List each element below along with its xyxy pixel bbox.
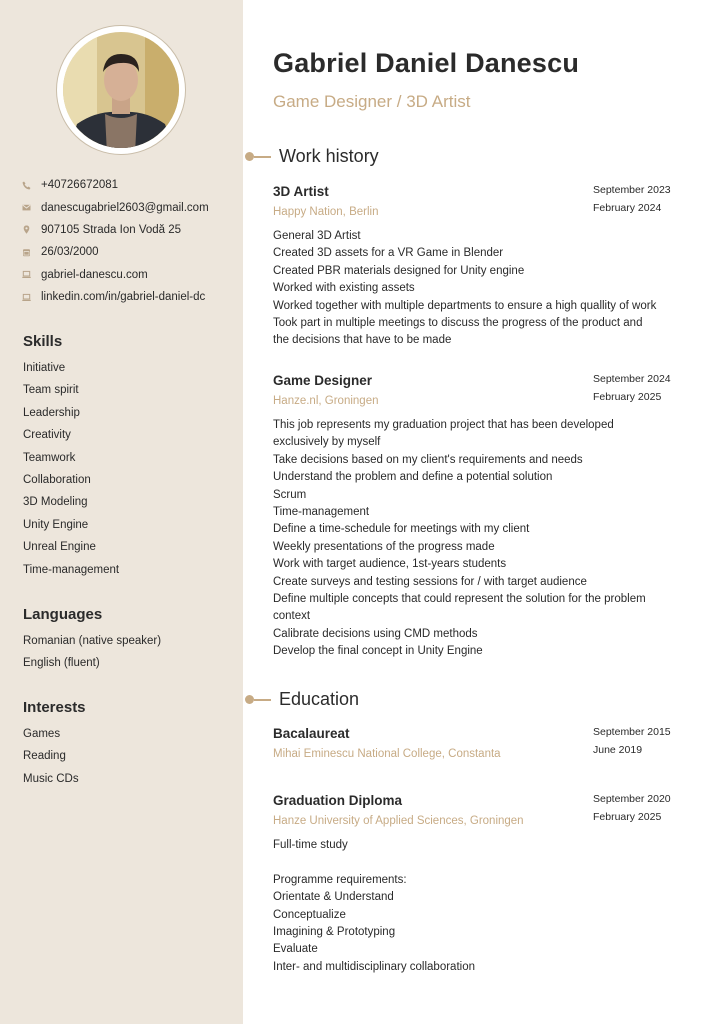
work-history-heading	[245, 146, 379, 167]
description-line: Took part in multiple meetings to discuss the progress of the product and	[273, 316, 643, 329]
description-line: Time-management	[273, 505, 370, 518]
contact-text: 26/03/2000	[41, 246, 99, 259]
entry-description	[273, 837, 683, 976]
entry-organization: Hanze.nl, Groningen	[273, 395, 379, 407]
location-icon	[22, 225, 31, 234]
interest-item: Music CDs	[23, 772, 79, 785]
contact-text: +40726672081	[41, 179, 119, 192]
entry-date-start: September 2015	[593, 726, 671, 738]
entry-date-end: February 2025	[593, 810, 662, 823]
entry-organization: Mihai Eminescu National College, Constanta	[273, 748, 501, 760]
description-line: Worked together with multiple departments to ensure a high quallity of work	[273, 299, 657, 312]
sidebar	[0, 0, 243, 1024]
interest-item: Games	[23, 728, 61, 740]
language-item: Romanian (native speaker)	[23, 635, 162, 647]
skill-item: Collaboration	[23, 473, 91, 486]
description-line: Work with target audience, 1st-years students	[273, 558, 507, 571]
contact-item	[22, 241, 237, 263]
section-line	[254, 156, 271, 158]
description-line: Define a time-schedule for meetings with my client	[273, 523, 530, 536]
skill-item: Time-management	[23, 563, 120, 576]
description-line: Worked with existing assets	[273, 282, 415, 295]
work-entry	[273, 182, 683, 350]
description-line: Develop the final concept in Unity Engine	[273, 645, 483, 658]
entry-date-start: September 2023	[593, 184, 671, 196]
skill-item: 3D Modeling	[23, 496, 88, 509]
skills-title: Skills	[23, 333, 63, 350]
description-line: Inter- and multidisciplinary collaboration	[273, 960, 475, 973]
description-line: General 3D Artist	[273, 230, 361, 242]
description-line: Calibrate decisions using CMD methods	[273, 627, 478, 640]
entry-organization: Happy Nation, Berlin	[273, 206, 379, 218]
skill-item: Unreal Engine	[23, 541, 96, 554]
description-line: Programme requirements:	[273, 873, 407, 886]
contact-list	[22, 174, 237, 308]
section-line	[254, 699, 271, 701]
description-line: Orientate & Understand	[273, 891, 394, 904]
entry-dates	[593, 724, 683, 759]
entry-title: Game Designer	[273, 373, 373, 388]
description-line: context	[273, 610, 311, 623]
contact-item	[22, 174, 237, 196]
section-bullet-icon	[245, 152, 254, 161]
entry-description	[273, 228, 683, 350]
calendar-icon	[22, 248, 31, 257]
linkedin-icon	[22, 293, 31, 302]
contact-text[interactable]: danescugabriel2603@gmail.com	[41, 201, 209, 214]
description-line: Understand the problem and define a potential solution	[273, 471, 553, 484]
description-line: Imagining & Prototyping	[273, 925, 396, 938]
contact-text[interactable]: linkedin.com/in/gabriel-daniel-dc	[41, 291, 206, 304]
website-icon	[22, 270, 31, 279]
languages-title: Languages	[23, 606, 103, 623]
skills-section	[23, 331, 233, 581]
contact-item	[22, 219, 237, 241]
description-line: This job represents my graduation project that has been developed	[273, 419, 614, 431]
entry-date-end: February 2025	[593, 390, 662, 403]
skill-item: Teamwork	[23, 451, 76, 464]
description-line: Weekly presentations of the progress made	[273, 540, 495, 553]
entry-dates	[593, 791, 683, 826]
work-entry	[273, 371, 683, 660]
skill-item: Initiative	[23, 362, 66, 374]
description-line: Created 3D assets for a VR Game in Blender	[273, 247, 504, 260]
candidate-name: Gabriel Daniel Danescu	[273, 48, 580, 78]
description-line	[273, 854, 683, 871]
entry-organization: Hanze University of Applied Sciences, Groningen	[273, 815, 524, 827]
email-icon	[22, 203, 31, 212]
section-bullet-icon	[245, 695, 254, 704]
language-item: English (fluent)	[23, 657, 100, 670]
skill-item: Creativity	[23, 429, 71, 442]
description-line: Create surveys and testing sessions for / with target audience	[273, 575, 587, 588]
skill-item: Unity Engine	[23, 518, 89, 531]
description-line: exclusively by myself	[273, 436, 381, 449]
phone-icon	[22, 181, 31, 190]
entry-dates	[593, 182, 683, 217]
contact-text[interactable]: gabriel-danescu.com	[41, 268, 148, 281]
skill-item: Team spirit	[23, 384, 79, 397]
contact-item	[22, 196, 237, 218]
entry-title: 3D Artist	[273, 184, 329, 199]
education-heading	[245, 689, 359, 710]
entry-date-end: June 2019	[593, 743, 643, 756]
education-title: Education	[279, 689, 360, 709]
description-line: Evaluate	[273, 943, 318, 956]
languages-section	[23, 604, 233, 675]
skill-item: Leadership	[23, 406, 80, 419]
education-entry	[273, 791, 683, 976]
entry-date-start: September 2024	[593, 373, 671, 385]
entry-dates	[593, 371, 683, 406]
interests-section	[23, 697, 233, 790]
interest-item: Reading	[23, 750, 66, 763]
entry-title: Graduation Diploma	[273, 793, 403, 808]
description-line: Full-time study	[273, 839, 348, 851]
description-line: the decisions that have to be made	[273, 334, 452, 347]
description-line: Define multiple concepts that could represent the solution for the problem	[273, 592, 646, 605]
entry-title: Bacalaureat	[273, 726, 350, 741]
entry-description	[273, 417, 683, 660]
contact-item	[22, 286, 237, 308]
candidate-role: Game Designer / 3D Artist	[273, 92, 471, 111]
contact-text: 907105 Strada Ion Vodă 25	[41, 223, 182, 236]
description-line: Take decisions based on my client's requirements and needs	[273, 453, 583, 466]
work-history-title: Work history	[279, 146, 379, 166]
profile-photo	[56, 25, 186, 155]
education-entry	[273, 724, 683, 764]
description-line: Created PBR materials designed for Unity engine	[273, 264, 525, 277]
contact-item	[22, 264, 237, 286]
entry-date-end: February 2024	[593, 201, 662, 214]
interests-title: Interests	[23, 699, 86, 716]
description-line: Conceptualize	[273, 908, 346, 921]
description-line: Scrum	[273, 488, 307, 501]
entry-date-start: September 2020	[593, 793, 671, 805]
